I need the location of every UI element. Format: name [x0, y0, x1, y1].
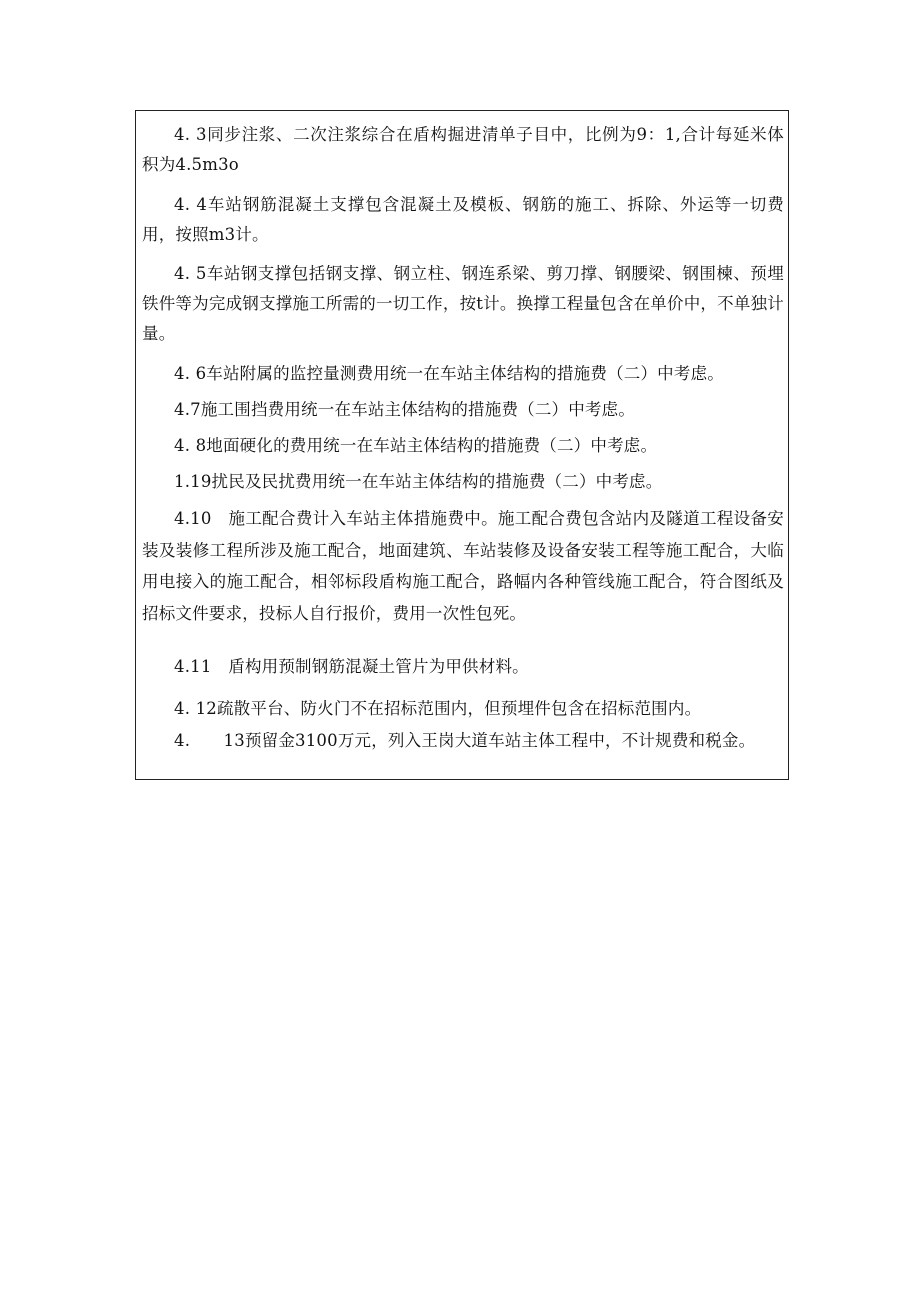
- note-4-13: 4. 13预留金3100万元，列入王岗大道车站主体工程中，不计规费和税金。: [174, 731, 756, 750]
- note-4-7: 4.7施工围挡费用统一在车站主体结构的措施费（二）中考虑。: [174, 400, 636, 419]
- note-4-5: 4. 5车站钢支撑包括钢支撑、钢立柱、钢连系梁、剪刀撑、钢腰梁、钢围楝、预埋铁件等为完成钢支撑施工所需的一切工作，按t计。换撑工程量包含在单价中，不单独计量。: [142, 264, 784, 343]
- note-4-4: 4. 4车站钢筋混凝土支撑包含混凝土及模板、钢筋的施工、拆除、外运等一切费用，按照m3计。: [142, 195, 784, 244]
- notes-table-cell: [135, 110, 789, 780]
- note-4-8: 4. 8地面硬化的费用统一在车站主体结构的措施费（二）中考虑。: [174, 436, 658, 455]
- note-4-3: 4. 3同步注浆、二次注浆综合在盾构掘进清单子目中，比例为9：1,合计每延米体积为4.5m3o: [142, 125, 784, 174]
- note-4-11: 4.11 盾构用预制钢筋混凝土管片为甲供材料。: [174, 657, 529, 676]
- note-1-19: 1.19扰民及民扰费用统一在车站主体结构的措施费（二）中考虑。: [174, 472, 663, 491]
- note-4-10: 4.10 施工配合费计入车站主体措施费中。施工配合费包含站内及隧道工程设备安装及装修工程所涉及施工配合，地面建筑、车站装修及设备安装工程等施工配合，大临用电接入的施工配合，相邻标段盾构施工配合，路幅内各种管线施工配合，符合图纸及招标文件要求，投标人自行报价，费用一次性包死。: [142, 509, 784, 623]
- note-4-6: 4. 6车站附属的监控量测费用统一在车站主体结构的措施费（二）中考虑。: [174, 364, 724, 383]
- note-4-12: 4. 12疏散平台、防火门不在招标范围内，但预埋件包含在招标范围内。: [174, 699, 702, 718]
